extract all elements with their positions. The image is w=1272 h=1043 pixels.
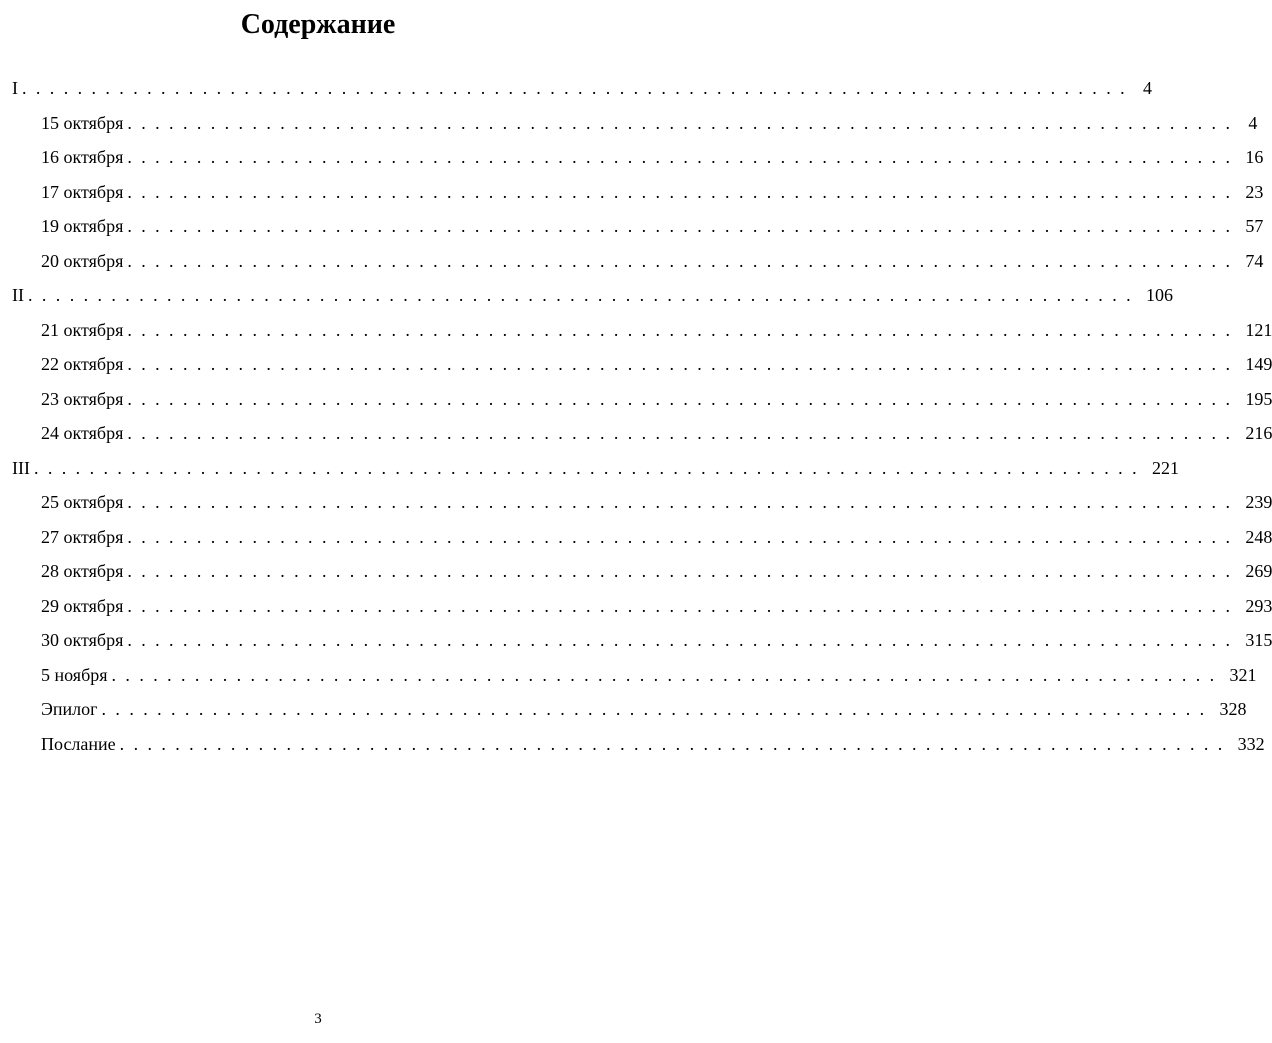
toc-dot-leader: ................................................................................ <box>127 112 1240 133</box>
toc-chapter-entry <box>12 523 1272 558</box>
toc-dot-leader: ................................................................................ <box>111 664 1224 685</box>
toc-chapter-entry <box>12 212 1264 247</box>
toc-dot-leader: ................................................................................ <box>127 319 1240 340</box>
toc-entry-label: 16 октября <box>41 147 124 167</box>
toc-dot-leader: ................................................................................ <box>127 147 1240 167</box>
toc-dot-leader: ................................................................................ <box>127 526 1240 547</box>
toc-chapter-entry <box>12 385 1272 420</box>
toc-entry-label: 19 октября <box>41 216 124 236</box>
toc-entry-page: 248 <box>1245 526 1272 547</box>
toc-entry-page: 195 <box>1245 388 1272 409</box>
toc-dot-leader: ................................................................................ <box>22 78 1134 98</box>
toc-entry-page: 4 <box>1248 112 1258 133</box>
toc-entry-page: 239 <box>1245 492 1272 512</box>
toc-entry-page: 216 <box>1245 423 1272 443</box>
toc-entry-label: 5 ноября <box>41 664 108 685</box>
page-number: 3 <box>314 1011 322 1027</box>
toc-chapter-entry <box>12 419 1272 454</box>
toc-entry-label: 17 октября <box>41 181 124 202</box>
toc-entry-label: 20 октября <box>41 250 124 271</box>
toc-dot-leader: ................................................................................ <box>127 423 1240 443</box>
toc-dot-leader: ................................................................................ <box>127 250 1240 271</box>
toc-entry-page: 74 <box>1245 250 1264 271</box>
toc-dot-leader: ................................................................................ <box>127 561 1240 581</box>
toc-entry-page: 328 <box>1219 699 1247 719</box>
toc-entry-page: 149 <box>1245 354 1272 374</box>
toc-entry-label: 23 октября <box>41 388 124 409</box>
toc-entry-page: 57 <box>1245 216 1264 236</box>
toc-entry-label: III <box>12 457 30 478</box>
toc-entry-label: Эпилог <box>41 699 98 719</box>
toc-chapter-entry <box>12 350 1272 385</box>
toc-dot-leader: ................................................................................ <box>101 699 1214 719</box>
toc-dot-leader: ................................................................................ <box>127 630 1240 650</box>
toc-dot-leader: ................................................................................ <box>33 457 1146 478</box>
toc-entry-label: 29 октября <box>41 595 124 616</box>
toc-part-entry <box>12 454 1179 489</box>
toc-dot-leader: ................................................................................ <box>127 354 1240 374</box>
toc-entry-label: 28 октября <box>41 561 124 581</box>
toc-entry-label: 21 октября <box>41 319 124 340</box>
toc-chapter-entry <box>12 695 1247 730</box>
table-of-contents <box>12 74 1272 764</box>
toc-chapter-entry <box>12 247 1264 282</box>
toc-entry-page: 106 <box>1146 285 1173 305</box>
toc-chapter-entry <box>12 626 1272 661</box>
toc-entry-page: 221 <box>1151 457 1179 478</box>
toc-dot-leader: ................................................................................ <box>127 216 1240 236</box>
toc-chapter-entry <box>12 730 1265 765</box>
toc-dot-leader: ................................................................................ <box>127 595 1240 616</box>
toc-entry-page: 23 <box>1245 181 1264 202</box>
toc-entry-page: 16 <box>1245 147 1264 167</box>
toc-entry-label: Послание <box>41 733 116 754</box>
toc-part-entry <box>12 281 1173 316</box>
toc-chapter-entry <box>12 178 1264 213</box>
toc-chapter-entry <box>12 316 1272 351</box>
toc-entry-page: 121 <box>1245 319 1272 340</box>
toc-entry-page: 293 <box>1245 595 1272 616</box>
toc-entry-page: 269 <box>1245 561 1272 581</box>
toc-chapter-entry <box>12 488 1272 523</box>
toc-entry-label: 22 октября <box>41 354 124 374</box>
toc-chapter-entry <box>12 592 1272 627</box>
toc-chapter-entry <box>12 557 1272 592</box>
toc-dot-leader: ................................................................................ <box>127 181 1240 202</box>
toc-chapter-entry <box>12 661 1257 696</box>
toc-dot-leader: ................................................................................ <box>119 733 1232 754</box>
toc-entry-label: II <box>12 285 24 305</box>
page-title: Содержание <box>240 9 396 40</box>
toc-entry-label: 24 октября <box>41 423 124 443</box>
toc-entry-page: 321 <box>1229 664 1257 685</box>
toc-entry-page: 315 <box>1245 630 1272 650</box>
toc-entry-label: 27 октября <box>41 526 124 547</box>
toc-entry-label: I <box>12 78 18 98</box>
toc-entry-page: 4 <box>1143 78 1152 98</box>
toc-entry-label: 15 октября <box>41 112 124 133</box>
toc-chapter-entry <box>12 109 1258 144</box>
toc-part-entry <box>12 74 1152 109</box>
toc-entry-label: 30 октября <box>41 630 124 650</box>
toc-dot-leader: ................................................................................ <box>127 388 1240 409</box>
toc-entry-label: 25 октября <box>41 492 124 512</box>
toc-chapter-entry <box>12 143 1264 178</box>
toc-dot-leader: ................................................................................ <box>28 285 1140 305</box>
toc-entry-page: 332 <box>1237 733 1265 754</box>
toc-dot-leader: ................................................................................ <box>127 492 1240 512</box>
